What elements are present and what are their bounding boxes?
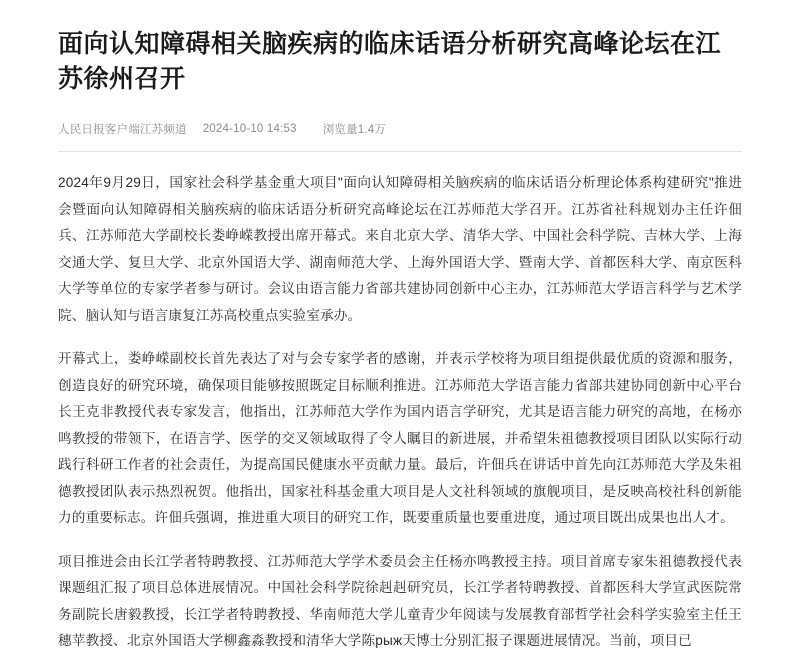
article-meta: [58, 121, 742, 137]
meta-source: 人民日报客户端江苏频道: [58, 124, 187, 136]
article-paragraph: 开幕式上，娄峥嵘副校长首先表达了对与会专家学者的感谢，并表示学校将为项目组提供最优质的资源和服务，创造良好的研究环境，确保项目能够按照既定目标顺利推进。江苏师范大学语言能力省部共建协同创新中心平台长王克非教授代表专家发言，他指出，江苏师范大学作为国内语言学研究，尤其是语言能力研究的高地，在杨亦鸣教授的带领下，在语言学、医学的交叉领域取得了令人瞩目的新进展，并希望朱祖德教授项目团队以实际行动践行科研工作者的社会责任，为提高国民健康水平贡献力量。最后，许佃兵在讲话中首先向江苏师范大学及朱祖德教授团队表示热烈祝贺。他指出，国家社科基金重大项目是人文社科领域的旗舰项目，是反映高校社科创新能力的重要标志。许佃兵强调，推进重大项目的研究工作，既要重质量也要重进度，通过项目既出成果也出人才。: [58, 351, 742, 525]
page-title: 面向认知障碍相关脑疾病的临床话语分析研究高峰论坛在江苏徐州召开: [58, 31, 722, 93]
article-body: [58, 170, 742, 655]
article-paragraph: 2024年9月29日，国家社会科学基金重大项目"面向认知障碍相关脑疾病的临床话语分析理论体系构建研究"推进会暨面向认知障碍相关脑疾病的临床话语分析研究高峰论坛在江苏师范大学召开。江苏省社科规划办主任许佃兵、江苏师范大学副校长娄峥嵘教授出席开幕式。来自北京大学、清华大学、中国社会科学院、吉林大学、上海交通大学、复旦大学、北京外国语大学、湖南师范大学、上海外国语大学、暨南大学、首都医科大学、南京医科大学等单位的专家学者参与研讨。会议由语言能力省部共建协同创新中心主办，江苏师范大学语言科学与艺术学院、脑认知与语言康复江苏高校重点实验室承办。: [58, 175, 742, 323]
header-divider: [58, 151, 742, 152]
meta-date: 2024-10-10 14:53: [202, 123, 297, 135]
article-paragraph: 项目推进会由长江学者特聘教授、江苏师范大学学术委员会主任杨亦鸣教授主持。项目首席专家朱祖德教授代表课题组汇报了项目总体进展情况。中国社会科学院徐赳赳研究员，长江学者特聘教授、首都医科大学宣武医院常务副院长唐毅教授，长江学者特聘教授、华南师范大学儿童青少年阅读与发展教育部哲学社会科学实验室主任王穗苹教授、北京外国语大学柳鑫淼教授和清华大学陈рыж天博士分别汇报子课题进展情况。当前，项目已: [58, 553, 742, 648]
meta-views: 浏览量1.4万: [322, 124, 387, 136]
